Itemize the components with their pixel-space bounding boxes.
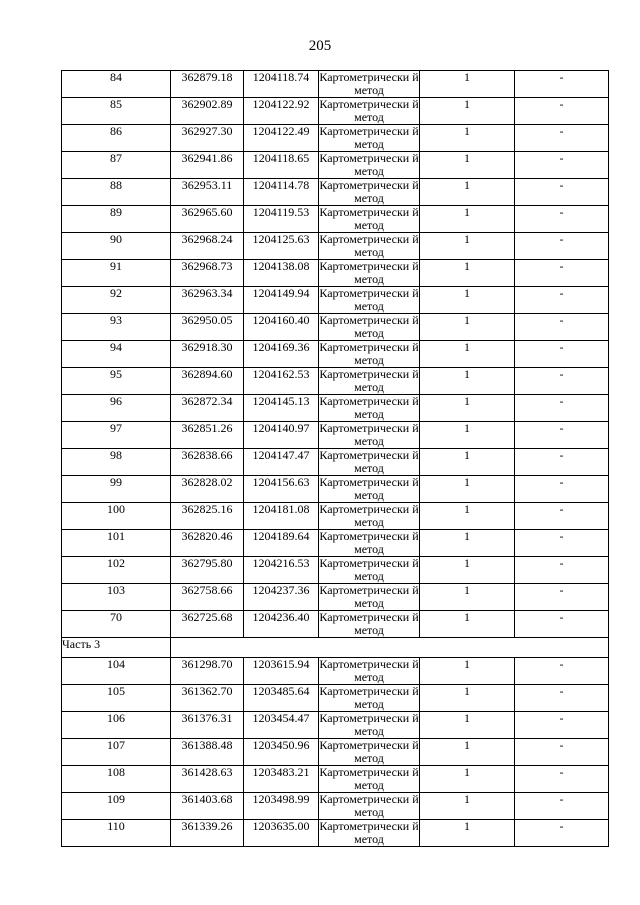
table-row — [62, 611, 609, 638]
method-cell: Картометрически й метод — [319, 286, 419, 313]
description-cell: - — [515, 98, 609, 125]
accuracy-cell: 1 — [420, 793, 515, 820]
accuracy-cell: 1 — [420, 395, 515, 422]
description-cell: - — [515, 793, 609, 820]
description-cell: - — [515, 712, 609, 739]
method-cell: Картометрически й метод — [319, 529, 419, 556]
method-cell: Картометрически й метод — [319, 205, 419, 232]
x-coordinate-cell: 361403.68 — [171, 793, 244, 820]
y-coordinate-cell: 1203635.00 — [244, 820, 319, 847]
description-cell: - — [515, 503, 609, 530]
point-number-cell: 100 — [62, 503, 171, 530]
y-coordinate-cell: 1204147.47 — [244, 449, 319, 476]
method-cell: Картометрически й метод — [319, 124, 419, 151]
description-cell: - — [515, 179, 609, 206]
method-cell: Картометрически й метод — [319, 657, 419, 684]
method-cell: Картометрически й метод — [319, 448, 419, 475]
point-number-cell: 102 — [62, 557, 171, 584]
method-cell: Картометрически й метод — [319, 475, 419, 502]
description-cell: - — [515, 233, 609, 260]
method-cell: Картометрически й метод — [319, 97, 419, 124]
point-number-cell: 99 — [62, 476, 171, 503]
x-coordinate-cell: 361388.48 — [171, 739, 244, 766]
x-coordinate-cell: 362918.30 — [171, 341, 244, 368]
table-row — [62, 98, 609, 125]
y-coordinate-cell: 1203450.96 — [244, 739, 319, 766]
table-row — [62, 476, 609, 503]
x-coordinate-cell: 362894.60 — [171, 368, 244, 395]
point-number-cell: 98 — [62, 449, 171, 476]
method-cell: Картометрически й метод — [319, 232, 419, 259]
description-cell: - — [515, 368, 609, 395]
accuracy-cell: 1 — [420, 341, 515, 368]
description-cell: - — [515, 341, 609, 368]
y-coordinate-cell: 1204149.94 — [244, 287, 319, 314]
x-coordinate-cell: 362838.66 — [171, 449, 244, 476]
y-coordinate-cell: 1204122.92 — [244, 98, 319, 125]
x-coordinate-cell: 362725.68 — [171, 611, 244, 638]
method-cell: Картометрически й метод — [319, 340, 419, 367]
point-number-cell: 110 — [62, 820, 171, 847]
x-coordinate-cell: 362795.80 — [171, 557, 244, 584]
x-coordinate-cell: 362872.34 — [171, 395, 244, 422]
point-number-cell: 109 — [62, 793, 171, 820]
description-cell: - — [515, 395, 609, 422]
y-coordinate-cell: 1204122.49 — [244, 125, 319, 152]
x-coordinate-cell: 361339.26 — [171, 820, 244, 847]
method-cell: Картометрически й метод — [319, 711, 419, 738]
method-cell: Картометрически й метод — [319, 70, 419, 97]
point-number-cell: 107 — [62, 739, 171, 766]
y-coordinate-cell: 1204138.08 — [244, 260, 319, 287]
y-coordinate-cell: 1204119.53 — [244, 206, 319, 233]
method-cell: Картометрически й метод — [319, 684, 419, 711]
y-coordinate-cell: 1204145.13 — [244, 395, 319, 422]
point-number-cell: 97 — [62, 422, 171, 449]
point-number-cell: 104 — [62, 658, 171, 685]
accuracy-cell: 1 — [420, 449, 515, 476]
description-cell: - — [515, 287, 609, 314]
table-row — [62, 658, 609, 685]
x-coordinate-cell: 362825.16 — [171, 503, 244, 530]
accuracy-cell: 1 — [420, 476, 515, 503]
description-cell: - — [515, 820, 609, 847]
table-row — [62, 449, 609, 476]
y-coordinate-cell: 1204118.74 — [244, 71, 319, 98]
y-coordinate-cell: 1203454.47 — [244, 712, 319, 739]
table-row — [62, 125, 609, 152]
description-cell: - — [515, 125, 609, 152]
description-cell: - — [515, 739, 609, 766]
accuracy-cell: 1 — [420, 287, 515, 314]
table-row — [62, 287, 609, 314]
y-coordinate-cell: 1204216.53 — [244, 557, 319, 584]
point-number-cell: 91 — [62, 260, 171, 287]
table-row — [62, 71, 609, 98]
description-cell: - — [515, 766, 609, 793]
method-cell: Картометрически й метод — [319, 792, 419, 819]
x-coordinate-cell: 362820.46 — [171, 530, 244, 557]
table-row — [62, 368, 609, 395]
x-coordinate-cell: 362965.60 — [171, 206, 244, 233]
point-number-cell: 103 — [62, 584, 171, 611]
y-coordinate-cell: 1203485.64 — [244, 685, 319, 712]
accuracy-cell: 1 — [420, 739, 515, 766]
accuracy-cell: 1 — [420, 368, 515, 395]
x-coordinate-cell: 362953.11 — [171, 179, 244, 206]
table-row — [62, 503, 609, 530]
y-coordinate-cell: 1204156.63 — [244, 476, 319, 503]
point-number-cell: 106 — [62, 712, 171, 739]
coordinates-table-body — [62, 71, 609, 847]
table-row — [62, 152, 609, 179]
method-cell: Картометрически й метод — [319, 151, 419, 178]
description-cell: - — [515, 206, 609, 233]
x-coordinate-cell: 362879.18 — [171, 71, 244, 98]
accuracy-cell: 1 — [420, 712, 515, 739]
method-cell: Картометрически й метод — [319, 765, 419, 792]
description-cell: - — [515, 71, 609, 98]
coordinates-table — [61, 70, 609, 847]
accuracy-cell: 1 — [420, 206, 515, 233]
description-cell: - — [515, 685, 609, 712]
method-cell: Картометрически й метод — [319, 394, 419, 421]
table-row — [62, 206, 609, 233]
y-coordinate-cell: 1204140.97 — [244, 422, 319, 449]
table-row — [62, 766, 609, 793]
point-number-cell: 85 — [62, 98, 171, 125]
point-number-cell: 92 — [62, 287, 171, 314]
y-coordinate-cell: 1203483.21 — [244, 766, 319, 793]
table-row — [62, 233, 609, 260]
accuracy-cell: 1 — [420, 71, 515, 98]
x-coordinate-cell: 362851.26 — [171, 422, 244, 449]
point-number-cell: 93 — [62, 314, 171, 341]
table-row — [62, 179, 609, 206]
page-number: 205 — [308, 38, 332, 54]
description-cell: - — [515, 557, 609, 584]
y-coordinate-cell: 1204189.64 — [244, 530, 319, 557]
x-coordinate-cell: 361428.63 — [171, 766, 244, 793]
table-row — [62, 712, 609, 739]
accuracy-cell: 1 — [420, 422, 515, 449]
point-number-cell: 84 — [62, 71, 171, 98]
x-coordinate-cell: 362927.30 — [171, 125, 244, 152]
x-coordinate-cell: 362968.73 — [171, 260, 244, 287]
accuracy-cell: 1 — [420, 233, 515, 260]
description-cell: - — [515, 449, 609, 476]
description-cell: - — [515, 152, 609, 179]
y-coordinate-cell: 1204160.40 — [244, 314, 319, 341]
description-cell: - — [515, 584, 609, 611]
table-row — [62, 557, 609, 584]
x-coordinate-cell: 362963.34 — [171, 287, 244, 314]
section-label: Часть 3 — [62, 638, 171, 658]
point-number-cell: 105 — [62, 685, 171, 712]
y-coordinate-cell: 1204125.63 — [244, 233, 319, 260]
x-coordinate-cell: 361298.70 — [171, 658, 244, 685]
table-row — [62, 422, 609, 449]
table-row — [62, 739, 609, 766]
table-row — [62, 793, 609, 820]
point-number-cell: 87 — [62, 152, 171, 179]
y-coordinate-cell: 1204162.53 — [244, 368, 319, 395]
accuracy-cell: 1 — [420, 611, 515, 638]
method-cell: Картометрически й метод — [319, 583, 419, 610]
accuracy-cell: 1 — [420, 766, 515, 793]
description-cell: - — [515, 530, 609, 557]
section-header-row — [62, 638, 609, 658]
point-number-cell: 86 — [62, 125, 171, 152]
accuracy-cell: 1 — [420, 152, 515, 179]
table-row — [62, 341, 609, 368]
description-cell: - — [515, 260, 609, 287]
point-number-cell: 70 — [62, 611, 171, 638]
description-cell: - — [515, 476, 609, 503]
point-number-cell: 108 — [62, 766, 171, 793]
accuracy-cell: 1 — [420, 314, 515, 341]
description-cell: - — [515, 611, 609, 638]
accuracy-cell: 1 — [420, 530, 515, 557]
method-cell: Картометрически й метод — [319, 502, 419, 529]
x-coordinate-cell: 361362.70 — [171, 685, 244, 712]
point-number-cell: 94 — [62, 341, 171, 368]
method-cell: Картометрически й метод — [319, 738, 419, 765]
description-cell: - — [515, 422, 609, 449]
y-coordinate-cell: 1203615.94 — [244, 658, 319, 685]
x-coordinate-cell: 362968.24 — [171, 233, 244, 260]
method-cell: Картометрически й метод — [319, 259, 419, 286]
description-cell: - — [515, 314, 609, 341]
accuracy-cell: 1 — [420, 820, 515, 847]
table-row — [62, 530, 609, 557]
table-row — [62, 260, 609, 287]
method-cell: Картометрически й метод — [319, 178, 419, 205]
table-row — [62, 314, 609, 341]
x-coordinate-cell: 361376.31 — [171, 712, 244, 739]
point-number-cell: 96 — [62, 395, 171, 422]
accuracy-cell: 1 — [420, 685, 515, 712]
description-cell: - — [515, 658, 609, 685]
accuracy-cell: 1 — [420, 658, 515, 685]
accuracy-cell: 1 — [420, 503, 515, 530]
table-row — [62, 685, 609, 712]
point-number-cell: 89 — [62, 206, 171, 233]
accuracy-cell: 1 — [420, 260, 515, 287]
y-coordinate-cell: 1204237.36 — [244, 584, 319, 611]
table-row — [62, 584, 609, 611]
x-coordinate-cell: 362902.89 — [171, 98, 244, 125]
method-cell: Картометрически й метод — [319, 556, 419, 583]
x-coordinate-cell: 362941.86 — [171, 152, 244, 179]
y-coordinate-cell: 1203498.99 — [244, 793, 319, 820]
accuracy-cell: 1 — [420, 125, 515, 152]
table-row — [62, 820, 609, 847]
y-coordinate-cell: 1204169.36 — [244, 341, 319, 368]
method-cell: Картометрически й метод — [319, 421, 419, 448]
point-number-cell: 101 — [62, 530, 171, 557]
method-cell: Картометрически й метод — [319, 313, 419, 340]
y-coordinate-cell: 1204236.40 — [244, 611, 319, 638]
method-cell: Картометрически й метод — [319, 367, 419, 394]
y-coordinate-cell: 1204181.08 — [244, 503, 319, 530]
table-row — [62, 395, 609, 422]
x-coordinate-cell: 362950.05 — [171, 314, 244, 341]
point-number-cell: 95 — [62, 368, 171, 395]
accuracy-cell: 1 — [420, 179, 515, 206]
point-number-cell: 88 — [62, 179, 171, 206]
method-cell: Картометрически й метод — [319, 819, 419, 846]
point-number-cell: 90 — [62, 233, 171, 260]
accuracy-cell: 1 — [420, 98, 515, 125]
x-coordinate-cell: 362758.66 — [171, 584, 244, 611]
x-coordinate-cell: 362828.02 — [171, 476, 244, 503]
method-cell: Картометрически й метод — [319, 610, 419, 637]
accuracy-cell: 1 — [420, 557, 515, 584]
section-empty-cell — [171, 638, 609, 658]
accuracy-cell: 1 — [420, 584, 515, 611]
y-coordinate-cell: 1204118.65 — [244, 152, 319, 179]
y-coordinate-cell: 1204114.78 — [244, 179, 319, 206]
